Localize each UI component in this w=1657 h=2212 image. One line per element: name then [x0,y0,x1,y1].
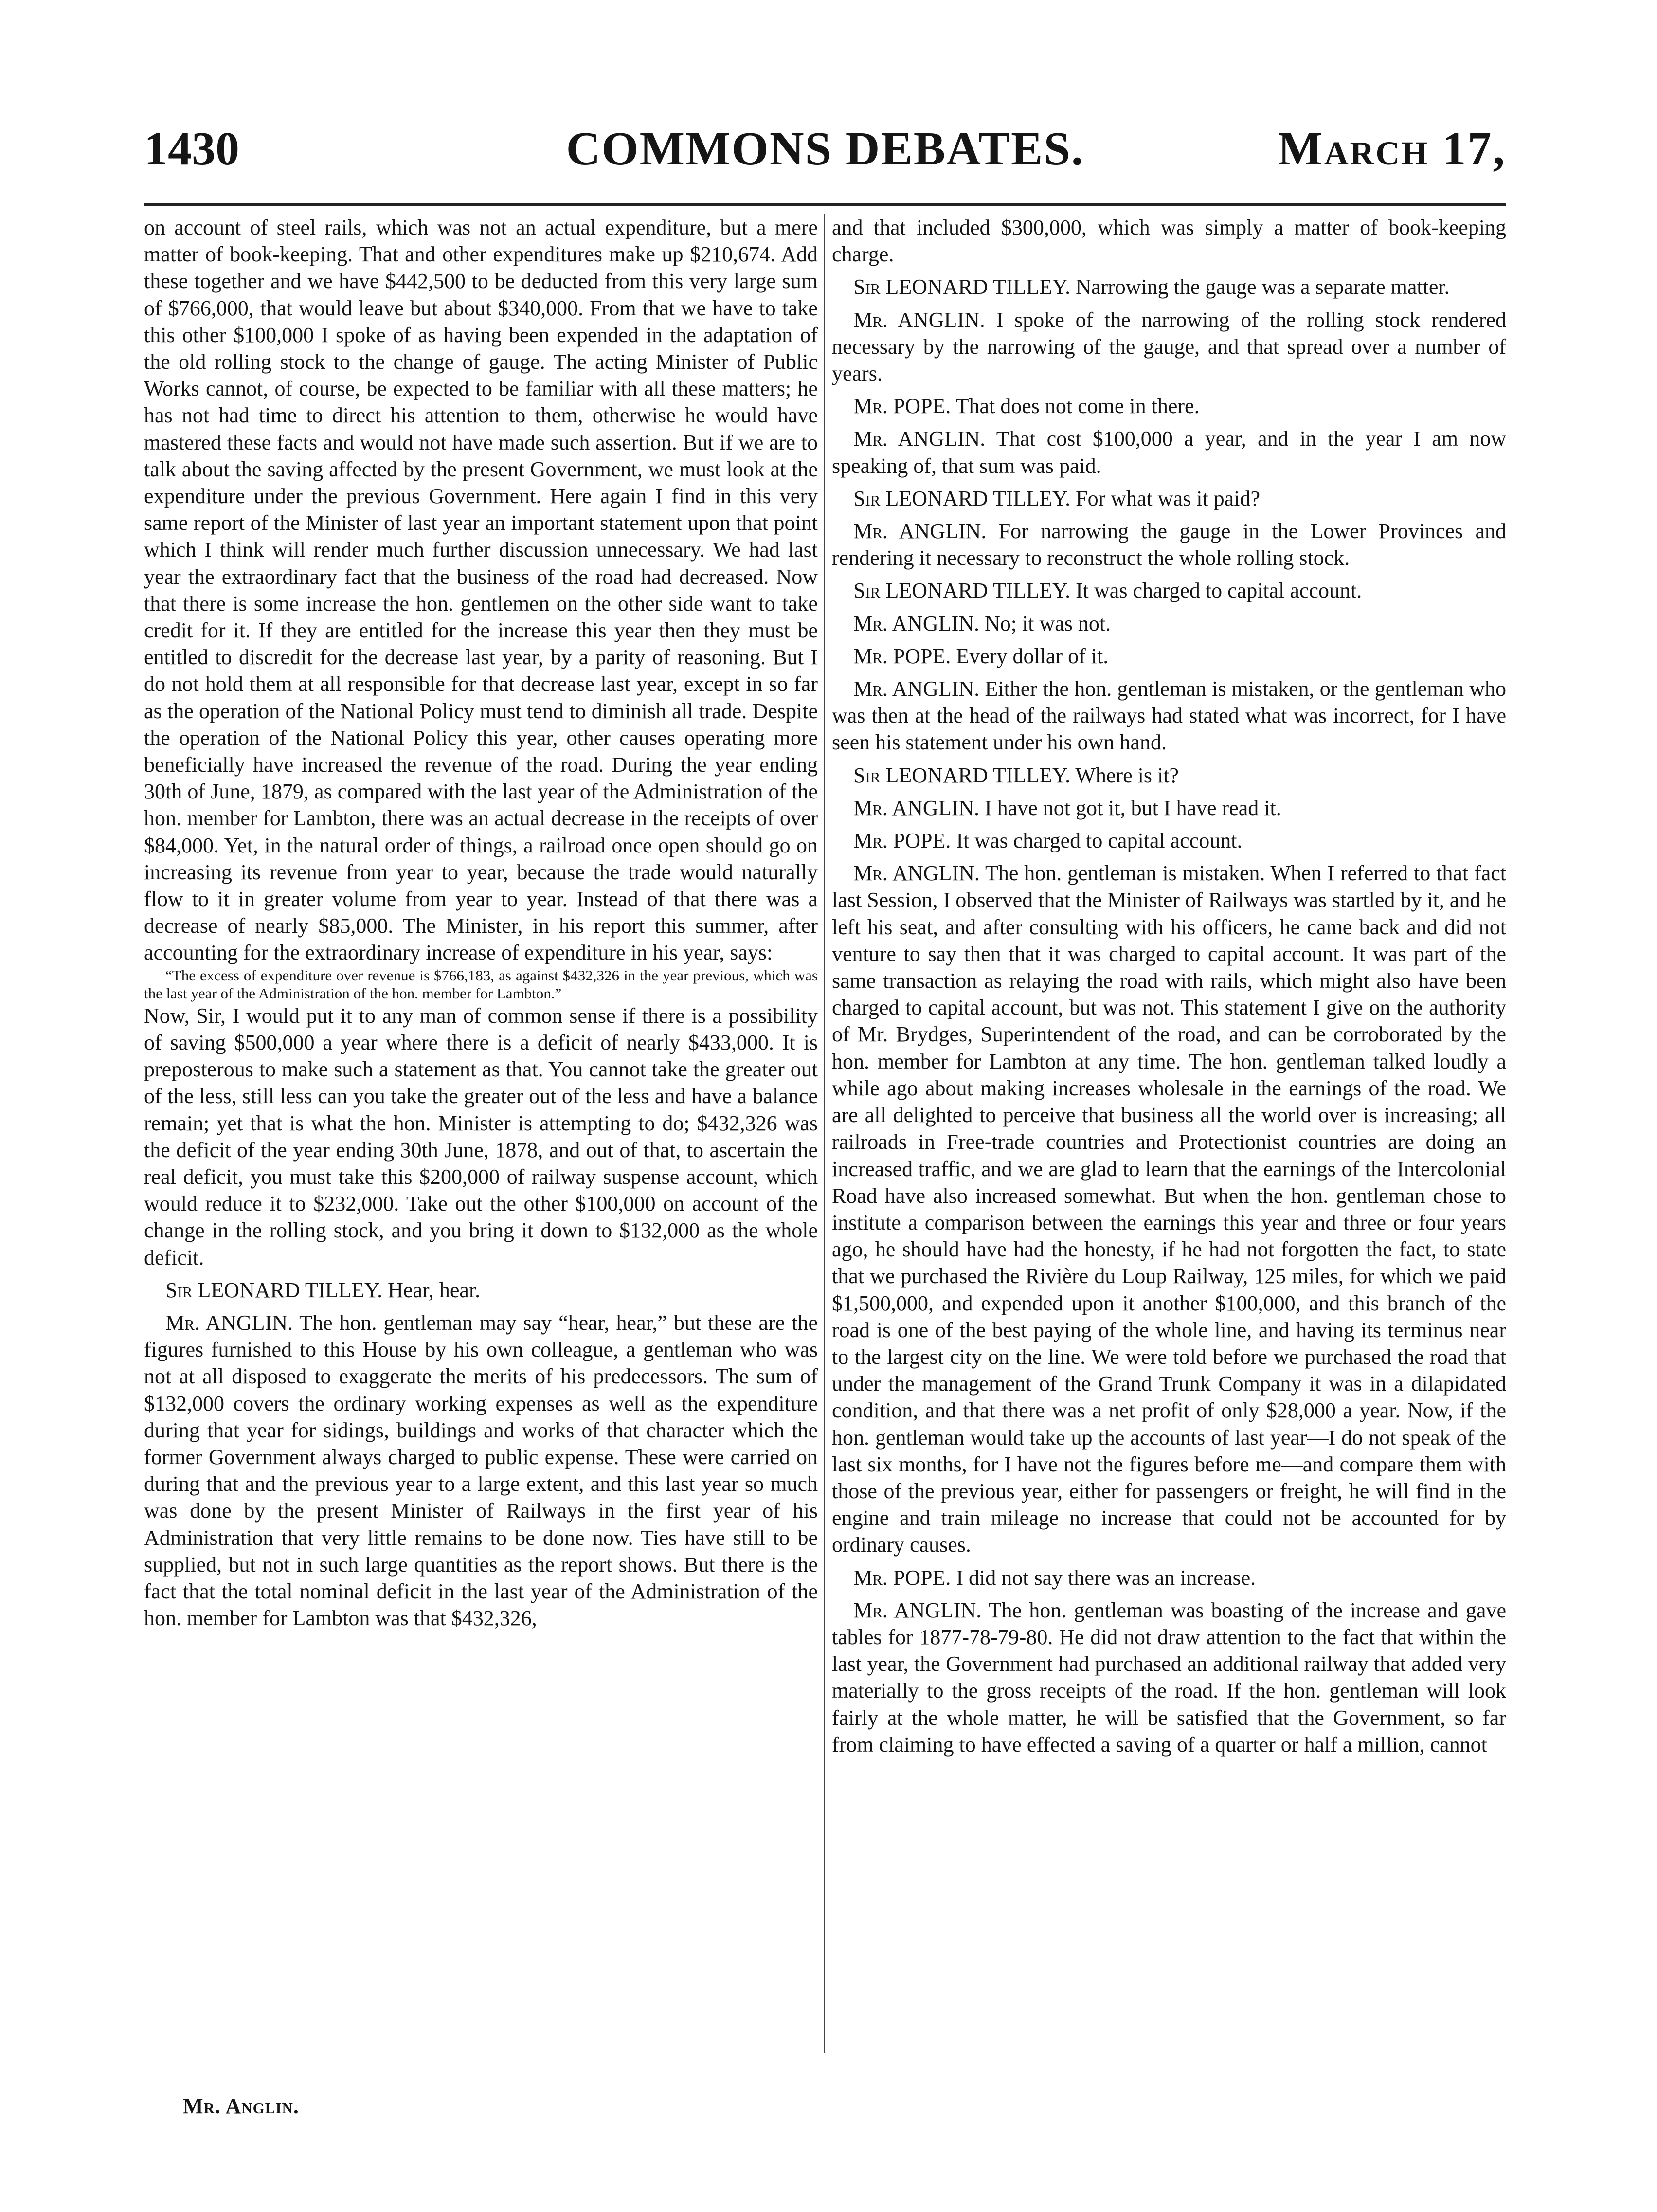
speech-text: Narrowing the gauge was a separate matter. [1076,275,1450,299]
speech-paragraph [832,1564,1506,1591]
speech-text: Where is it? [1075,763,1179,787]
speech-paragraph [832,643,1506,670]
speaker-name: Mr. ANGLIN. [165,1310,293,1335]
speech-text: It was charged to capital account. [1076,579,1362,603]
speech-text: It was charged to capital account. [956,829,1243,853]
speaker-name: Mr. ANGLIN. [853,1598,982,1622]
speech-paragraph [832,518,1506,571]
page-header [144,122,1506,182]
speech-paragraph [832,273,1506,300]
speech-paragraph [832,425,1506,479]
speaker-name: Sir LEONARD TILLEY. [853,486,1071,510]
body-paragraph: and that included $300,000, which was simply a matter of book-keeping charge. [832,216,1506,267]
right-column [832,214,1506,1758]
speech-text: I spoke of the narrowing of the rolling stock rendered necessary by the narrowing of the gauge, and that spread over a number of years. [832,308,1506,386]
speaker-name: Mr. POPE. [853,394,951,418]
quotation: “The excess of expenditure over revenue is $766,183, as against $432,326 in the year previous, which was the last year of the Administration of the hon. member for Lambton.” [144,966,818,1002]
speaker-name: Sir LEONARD TILLEY. [165,1278,383,1302]
column-divider [824,214,825,2053]
speech-paragraph [832,675,1506,756]
speech-text: Hear, hear. [388,1278,481,1302]
speech-text: The hon. gentleman is mistaken. When I referred to that fact last Session, I observed that the Minister of Railways was startled by it, and he left his seat, and after consulting with his officers, he came back and did not venture to say then that it was charged to capital account. It was part of the same transaction as relaying the road with rails, which might also have been charged to capital account, but was not. This statement I give on the authority of Mr. Brydges, Superintendent of the road, and can be corroborated by the hon. member for Lambton at any time. The hon. gentleman talked loudly a while ago about making increases wholesale in the earnings of the road. We are all delighted to perceive that business all the world over is increasing; all railroads in Free-trade countries and Protectionist countries are doing an increased traffic, and we are glad to learn that the earnings of the Intercolonial Road have also increased somewhat. But when the hon. gentleman chose to institute a comparison between the earnings this year and three or four years ago, he should have had the honesty, if he had not forgotten the fact, to state that we purchased the Rivière du Loup Railway, 125 miles, for which we paid $1,500,000, and expended upon it another $100,000, and this branch of the road is one of the best paying of the whole line, and having its terminus near to the largest city on the line. We were told before we purchased the road that under the management of the Grand Trunk Company it was in a dilapidated condition, and that there was a net profit of only $28,000 a year. Now, if the hon. gentleman would take up the accounts of last year—I do not speak of the last six months, for I have not the figures before me—and compare them with those of the previous year, either for passengers or freight, he will find in the engine and train mileage no increase that could not be accounted for by ordinary causes. [832,861,1506,1557]
header-rule [144,203,1506,206]
speaker-name: Sir LEONARD TILLEY. [853,763,1071,787]
speech-text: For what was it paid? [1076,486,1260,510]
speech-text: Every dollar of it. [956,644,1109,668]
speech-text: I did not say there was an increase. [956,1565,1256,1590]
speaker-name: Mr. ANGLIN. [853,611,980,635]
speaker-name: Sir LEONARD TILLEY. [853,275,1071,299]
speech-paragraph [832,610,1506,637]
footer-signature: Mr. Anglin. [183,2094,299,2118]
body-paragraph: on account of steel rails, which was not an actual expenditure, but a mere matter of book-keeping. That and other expenditures make up $210,674. Add these together and we have $442,500 to be deducted from this very large sum of $766,000, that would leave but about $340,000. From that we have to take this other $100,000 I spoke of as having been expended in the adaptation of the old rolling stock to the change of gauge. The acting Minister of Public Works cannot, of course, be expected to be familiar with all these matters; he has not had time to direct his attention to them, otherwise he would have mastered these facts and would not have made such assertion. But if we are to talk about the saving affected by the present Government, we must look at the expenditure under the previous Government. Here again I find in this very same report of the Minister of last year an important statement upon that point which I think will render much further discussion unnecessary. We had last year the extraordinary fact that the business of the road had decreased. Now that there is some increase the hon. gentlemen on the other side want to take credit for it. If they are entitled for the increase this year then they must be entitled to discredit for the decrease last year, by a parity of reasoning. But I do not hold them at all responsible for that decrease last year, except in so far as the operation of the National Policy must tend to diminish all trade. Despite the operation of the National Policy this year, other causes operating more beneficially have increased the revenue of the road. During the year ending 30th of June, 1879, as compared with the last year of the Administration of the hon. member for Lambton, there was an actual decrease in the receipts of over $84,000. Yet, in the natural order of things, a railroad once open should go on increasing its revenue from year to year, because the trade would naturally flow to it in greater volume from year to year. Instead of that there was a decrease of nearly $85,000. The Minister, in his report this summer, after accounting for the extraordinary increase of expenditure in his year, says: [144,216,818,965]
left-column [144,214,818,1632]
speaker-name: Mr. ANGLIN. [853,861,980,886]
speech-paragraph [832,485,1506,512]
speaker-name: Sir LEONARD TILLEY. [853,579,1071,603]
speech-paragraph [144,1277,818,1304]
speech-paragraph [832,860,1506,1558]
speaker-name: Mr. ANGLIN. [853,677,980,701]
speech-text: That cost $100,000 a year, and in the year I am now speaking of, that sum was paid. [832,427,1506,478]
speech-paragraph [832,1597,1506,1758]
speech-text: I have not got it, but I have read it. [985,796,1281,820]
speech-paragraph [832,762,1506,789]
speech-paragraph [832,795,1506,821]
body-paragraph: Now, Sir, I would put it to any man of common sense if there is a possibility of saving $500,000 a year where there is a deficit of nearly $433,000. It is preposterous to make such a statement as that. You cannot take the greater out of the less, still less can you take the greater out of the less and have a balance remain; yet that is what the hon. Minister is attempting to do; $432,326 was the deficit of the year ending 30th June, 1878, and out of that, to ascertain the real deficit, you must take this $200,000 of railway suspense account, which would reduce it to $232,000. Take out the other $100,000 on account of the change in the rolling stock, and you bring it down to $132,000 as the whole deficit. [144,1003,818,1269]
speaker-name: Mr. POPE. [853,644,951,668]
page-date: March 17, [1278,123,1506,175]
speech-paragraph [144,1309,818,1632]
speech-text: The hon. gentleman may say “hear, hear,” but these are the figures furnished to this House by his own colleague, a gentleman who was not at all disposed to exaggerate the merits of his predecessors. The sum of $132,000 covers the ordinary working expenses as well as the expenditure during that year for sidings, buildings and works of that character which the former Government always charged to public expense. These were carried on during that and the previous year to a large extent, and this last year so much was done by the present Minister of Railways in the first year of his Administration that very little remains to be done now. Ties have still to be supplied, but not in such large quantities as the report shows. But there is the fact that the total nominal deficit in the last year of the Administration of the hon. member for Lambton was that $432,326, [144,1310,818,1631]
page-number: 1430 [144,123,239,175]
speaker-name: Mr. ANGLIN. [853,519,987,544]
speaker-name: Mr. ANGLIN. [853,796,980,820]
speaker-name: Mr. ANGLIN. [853,308,985,332]
speech-paragraph [832,577,1506,604]
speech-paragraph [832,393,1506,419]
publication-title: COMMONS DEBATES. [566,123,1084,175]
speaker-name: Mr. POPE. [853,829,951,853]
speaker-name: Mr. ANGLIN. [853,427,986,451]
speech-paragraph [832,307,1506,387]
speech-text: The hon. gentleman was boasting of the increase and gave tables for 1877-78-79-80. He did not draw attention to the fact that within the last year, the Government had purchased an additional railway that added very materially to the gross receipts of the road. If the hon. gentleman will look fairly at the whole matter, he will be satisfied that the Government, so far from claiming to have effected a saving of a quarter or half a million, cannot [832,1598,1506,1757]
speech-text: No; it was not. [985,611,1111,635]
speaker-name: Mr. POPE. [853,1565,951,1590]
speech-text: Either the hon. gentleman is mistaken, or the gentleman who was then at the head of the railways had stated what was incorrect, for I have seen his statement under his own hand. [832,677,1507,755]
speech-text: That does not come in there. [955,394,1200,418]
speech-text: For narrowing the gauge in the Lower Provinces and rendering it necessary to reconstruct the whole rolling stock. [832,519,1507,570]
speech-paragraph [832,827,1506,854]
